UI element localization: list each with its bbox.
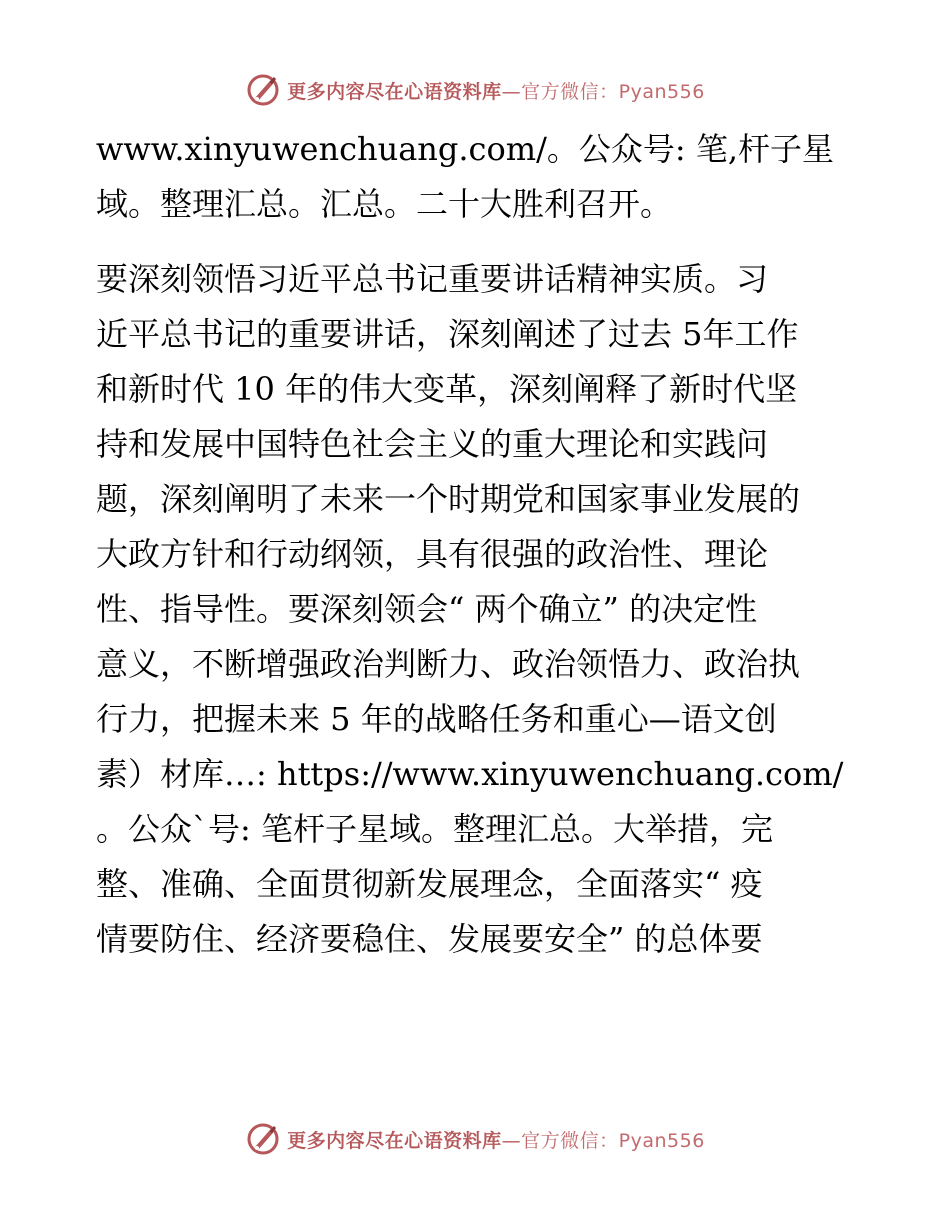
text-line: 和新时代 10 年的伟大变革，深刻阐释了新时代坚 bbox=[96, 370, 798, 408]
text-line: 近平总书记的重要讲话，深刻阐述了过去 5年工作 bbox=[96, 315, 799, 353]
text-line: www.xinyuwenchuang.com/。公众号: 笔,杆子星 bbox=[96, 130, 834, 168]
text-line: 性、指导性。要深刻领会“ 两个确立” 的决定性 bbox=[96, 590, 758, 628]
header-separator: — bbox=[501, 80, 522, 103]
text-line: 整、准确、全面贯彻新发展理念，全面落实“ 疫 bbox=[96, 865, 763, 903]
footer-separator: — bbox=[501, 1129, 522, 1152]
text-line: 情要防住、经济要稳住、发展要安全” 的总体要 bbox=[96, 920, 763, 958]
document-body bbox=[96, 122, 866, 967]
text-line: 。公众`号: 笔杆子星域。整理汇总。大举措，完 bbox=[96, 810, 773, 848]
footer-banner bbox=[0, 1119, 950, 1159]
footer-site-name: 更多内容尽在心语资料库 bbox=[287, 1129, 502, 1152]
paragraph-2 bbox=[96, 252, 866, 967]
text-line: 大政方针和行动纲领，具有很强的政治性、理论 bbox=[96, 535, 769, 573]
text-line: 意义，不断增强政治判断力、政治领悟力、政治执 bbox=[96, 645, 801, 683]
text-line: 行力，把握未来 5 年的战略任务和重心—语文创 bbox=[96, 700, 777, 738]
footer-banner-text bbox=[287, 1126, 705, 1153]
paragraph-1 bbox=[96, 122, 866, 232]
text-line: 要深刻领悟习近平总书记重要讲话精神实质。习 bbox=[96, 260, 769, 298]
header-wechat: 官方微信：Pyan556 bbox=[521, 80, 705, 103]
pen-logo-icon bbox=[245, 72, 281, 108]
text-line: 域。整理汇总。汇总。二十大胜利召开。 bbox=[96, 185, 673, 223]
pen-logo-icon bbox=[245, 1121, 281, 1157]
footer-wechat: 官方微信：Pyan556 bbox=[521, 1129, 705, 1152]
text-line: 持和发展中国特色社会主义的重大理论和实践问 bbox=[96, 425, 769, 463]
text-line: 素）材库…: https://www.xinyuwenchuang.com/ bbox=[96, 755, 844, 793]
paragraph-gap bbox=[96, 232, 866, 252]
header-site-name: 更多内容尽在心语资料库 bbox=[287, 80, 502, 103]
header-banner-text bbox=[287, 77, 705, 104]
header-banner bbox=[0, 70, 950, 110]
text-line: 题，深刻阐明了未来一个时期党和国家事业发展的 bbox=[96, 480, 801, 518]
